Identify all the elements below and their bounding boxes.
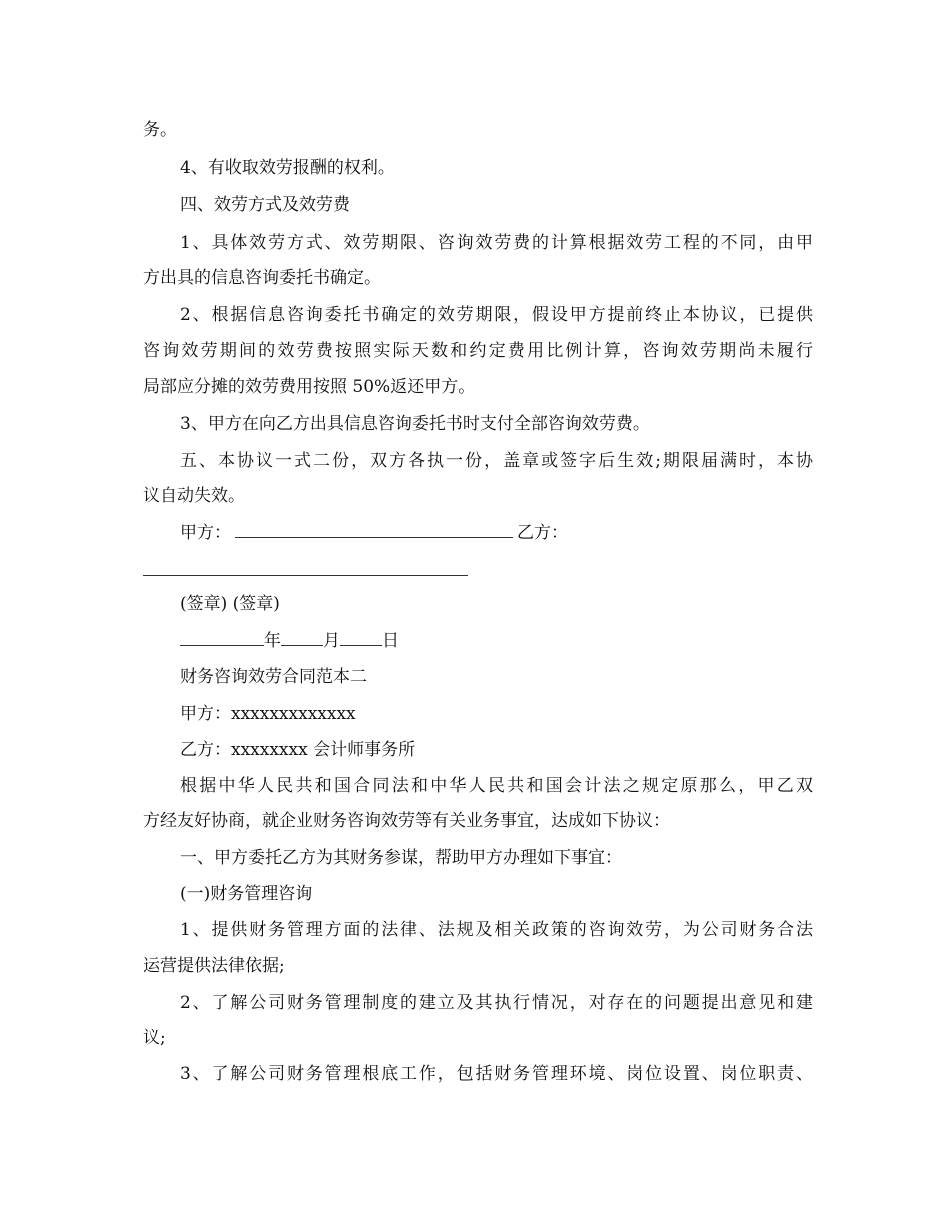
party-a-line: 甲方：xxxxxxxxxxxxx xyxy=(180,704,356,724)
year-label: 年 xyxy=(264,631,281,651)
section-heading: 一、甲方委托乙方为其财务参谋，帮助甲方办理如下事宜： xyxy=(180,848,622,868)
paragraph-line: 务。 xyxy=(143,120,177,140)
paragraph-line: 议自动失效。 xyxy=(143,486,245,506)
paragraph-line: 1、具体效劳方式、效劳期限、咨询效劳费的计算根据效劳工程的不同，由甲 xyxy=(180,233,813,253)
paragraph-line: 3、甲方在向乙方出具信息咨询委托书时支付全部咨询效劳费。 xyxy=(180,414,650,434)
paragraph-line: 局部应分摊的效劳费用按照 50%返还甲方。 xyxy=(143,377,476,397)
day-label: 日 xyxy=(382,631,399,651)
paragraph-line: 2、了解公司财务管理制度的建立及其执行情况，对存在的问题提出意见和建 xyxy=(180,993,813,1013)
month-label: 月 xyxy=(323,631,340,651)
paragraph-line: 运营提供法律依据; xyxy=(143,956,285,976)
paragraph-line: 3、了解公司财务管理根底工作，包括财务管理环境、岗位设置、岗位职责、 xyxy=(180,1064,813,1084)
party-a-label: 甲方： xyxy=(180,523,231,543)
section-heading: 四、效劳方式及效劳费 xyxy=(180,195,350,215)
paragraph-line: 五、本协议一式二份，双方各执一份，盖章或签字后生效;期限届满时，本协 xyxy=(180,451,813,471)
party-b-label: 乙方： xyxy=(517,523,568,543)
paragraph-line: 方出具的信息咨询委托书确定。 xyxy=(143,268,381,288)
sub-heading: (一)财务管理咨询 xyxy=(180,884,313,904)
paragraph-line: 咨询效劳期间的效劳费按照实际天数和约定费用比例计算，咨询效劳期尚未履行 xyxy=(143,341,813,361)
contract-title: 财务咨询效劳合同范本二 xyxy=(180,667,367,687)
day-blank xyxy=(340,627,382,646)
paragraph-line: 方经友好协商，就企业财务咨询效劳等有关业务事宜，达成如下协议： xyxy=(143,811,670,831)
paragraph-line: 根据中华人民共和国合同法和中华人民共和国会计法之规定原那么，甲乙双 xyxy=(180,776,813,796)
party-a-signature-blank xyxy=(235,519,513,538)
paragraph-line: 议; xyxy=(143,1028,166,1048)
paragraph-line: 1、提供财务管理方面的法律、法规及相关政策的咨询效劳，为公司财务合法 xyxy=(180,920,813,940)
seal-labels: (签章) (签章) xyxy=(180,594,280,614)
party-b-signature-blank xyxy=(143,575,468,576)
party-b-line: 乙方：xxxxxxxx 会计师事务所 xyxy=(180,740,416,760)
year-blank xyxy=(180,627,264,646)
paragraph-line: 2、根据信息咨询委托书确定的效劳期限，假设甲方提前终止本协议，已提供 xyxy=(180,305,813,325)
signature-line xyxy=(180,515,813,551)
date-line xyxy=(180,623,813,659)
paragraph-line: 4、有收取效劳报酬的权利。 xyxy=(180,158,395,178)
month-blank xyxy=(281,627,323,646)
